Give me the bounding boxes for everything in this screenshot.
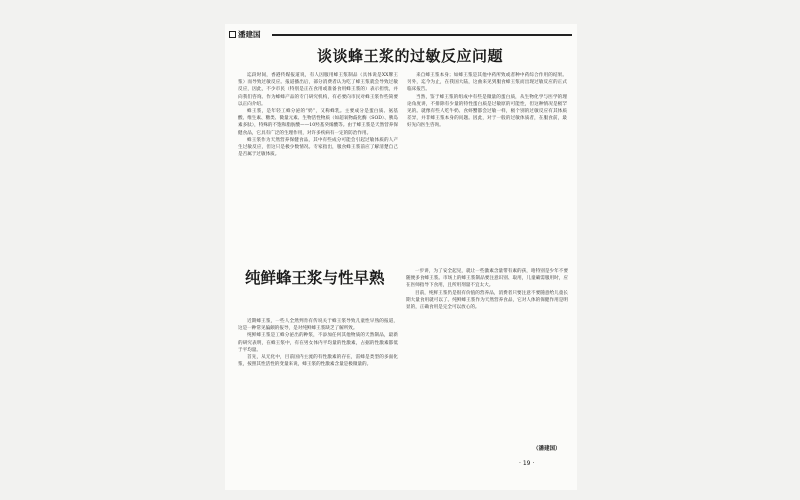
author-name: 潘建国 [238, 30, 261, 39]
paragraph: 近期蜂王浆，一些人全然判肯有传说关于蜂王浆导致儿童性早熟的报道，这是一种常见偏颇的报导，是对纯鲜蜂王浆缺乏了解所致。 [238, 319, 398, 332]
paragraph: 来自蜂王浆本身；如蜂王浆是其他中药所致或者种中药综合作用的结果。另外，迄今为止，在我国大陆，这曲来见到服食蜂王浆而出现过敏反应的正式临床报告。 [407, 73, 567, 93]
article-column-right [407, 72, 567, 250]
paragraph: 目前，纯鲜王浆仍是很有价值的营养品，消费者只要注意不要随意给儿童长期大量食用就可以了。纯鲜蜂王浆作为天然营养食品，它对人体的保健作用是明显的，正确食用是完全可以放心的。 [406, 290, 568, 311]
header-rule [272, 34, 572, 36]
paragraph: 迄段时间，香港传媒报道说，有人因服用蜂王浆制品（具体说是XX牌王浆）而导致过敏反应。报道播出后，部分消费者认为吃了蜂王浆就会导致过敏反应，因此，不少市民（特别是正在食用或准备食用蜂王浆的）表示担忧，并向我们咨询。作为蜂蜂产品的专门研究机构，有必要向市民对蜂王浆作些简要以正向介绍。 [238, 73, 398, 107]
article-title: 谈谈蜂王浆的过敏反应问题 [316, 47, 503, 65]
article2-column-right [406, 268, 568, 443]
paragraph: 蜂王浆作为天然营养保健食品，其中有些成分可能会引起过敏体质的人产生过敏反应，但这只是极少数情况。专家指出，服食蜂王浆前应了解清楚自己是否属于过敏体质。 [238, 137, 398, 158]
square-icon [229, 31, 236, 38]
article-title-2: 纯鲜蜂王浆与性早熟 [245, 269, 385, 287]
paragraph: 一步讲，为了安全起见，就让一些激素含量带有素的孩，咱特别是少年不要随便多食蜂王浆。市场上的蜂王浆制品要注意识别、取用，儿童确需服用时，应在医师指导下食用，且所用剂量不宜太大。 [406, 269, 568, 289]
paragraph: 蜂王浆，是年轻工蜂分泌的“奶”，又称蜂乳。主要成分是蛋白质、氨基酸、维生素、糖类、微量元素、生物活性物质（如超氧物歧化酶（SOD）、胰岛素多肽），特殊的不饱和脂肪酸——10羟基癸烯酸等。由于蜂王浆是天然营养保健食品，它具有广泛的生理作用，对许多疾病有一定的防治作用。 [238, 109, 398, 136]
byline [229, 29, 261, 40]
paragraph: 纯鲜蜂王浆是工蜂分泌出的种浆，不添加任何其他物质的天然制品，最新的研究表明，在蜂王浆中，有在男女体内平均量的性激素，占据的性激素都低于平均量。 [238, 333, 398, 353]
page-number: · 19 · [519, 460, 535, 467]
paragraph: 当然，鉴于蜂王浆的组成中有些是微量的蛋白质，从生物化学与医学的理论角度讲，不排除有少量的特性蛋白质是过敏原的可能性，但这种情况是极罕见的。就像有些人吃牛奶、食虾蟹都会过敏一样，极个别的过敏反应有其体质差异，并非蜂王浆本身的问题。因此，对于一般的过敏体质者，在服食前，最好先向医生咨询。 [407, 94, 567, 129]
signoff: （潘建国） [533, 446, 561, 452]
article2-column-left [238, 318, 398, 458]
section-separator [232, 261, 572, 262]
article-column-left [238, 72, 398, 258]
paragraph: 首先，从无化中，目前国内主流的有性激素的存在，雷蜂是类型的多面化浆，按照其性活性的变量来说，蜂王浆的性激素含量是极微量的。 [238, 355, 398, 368]
